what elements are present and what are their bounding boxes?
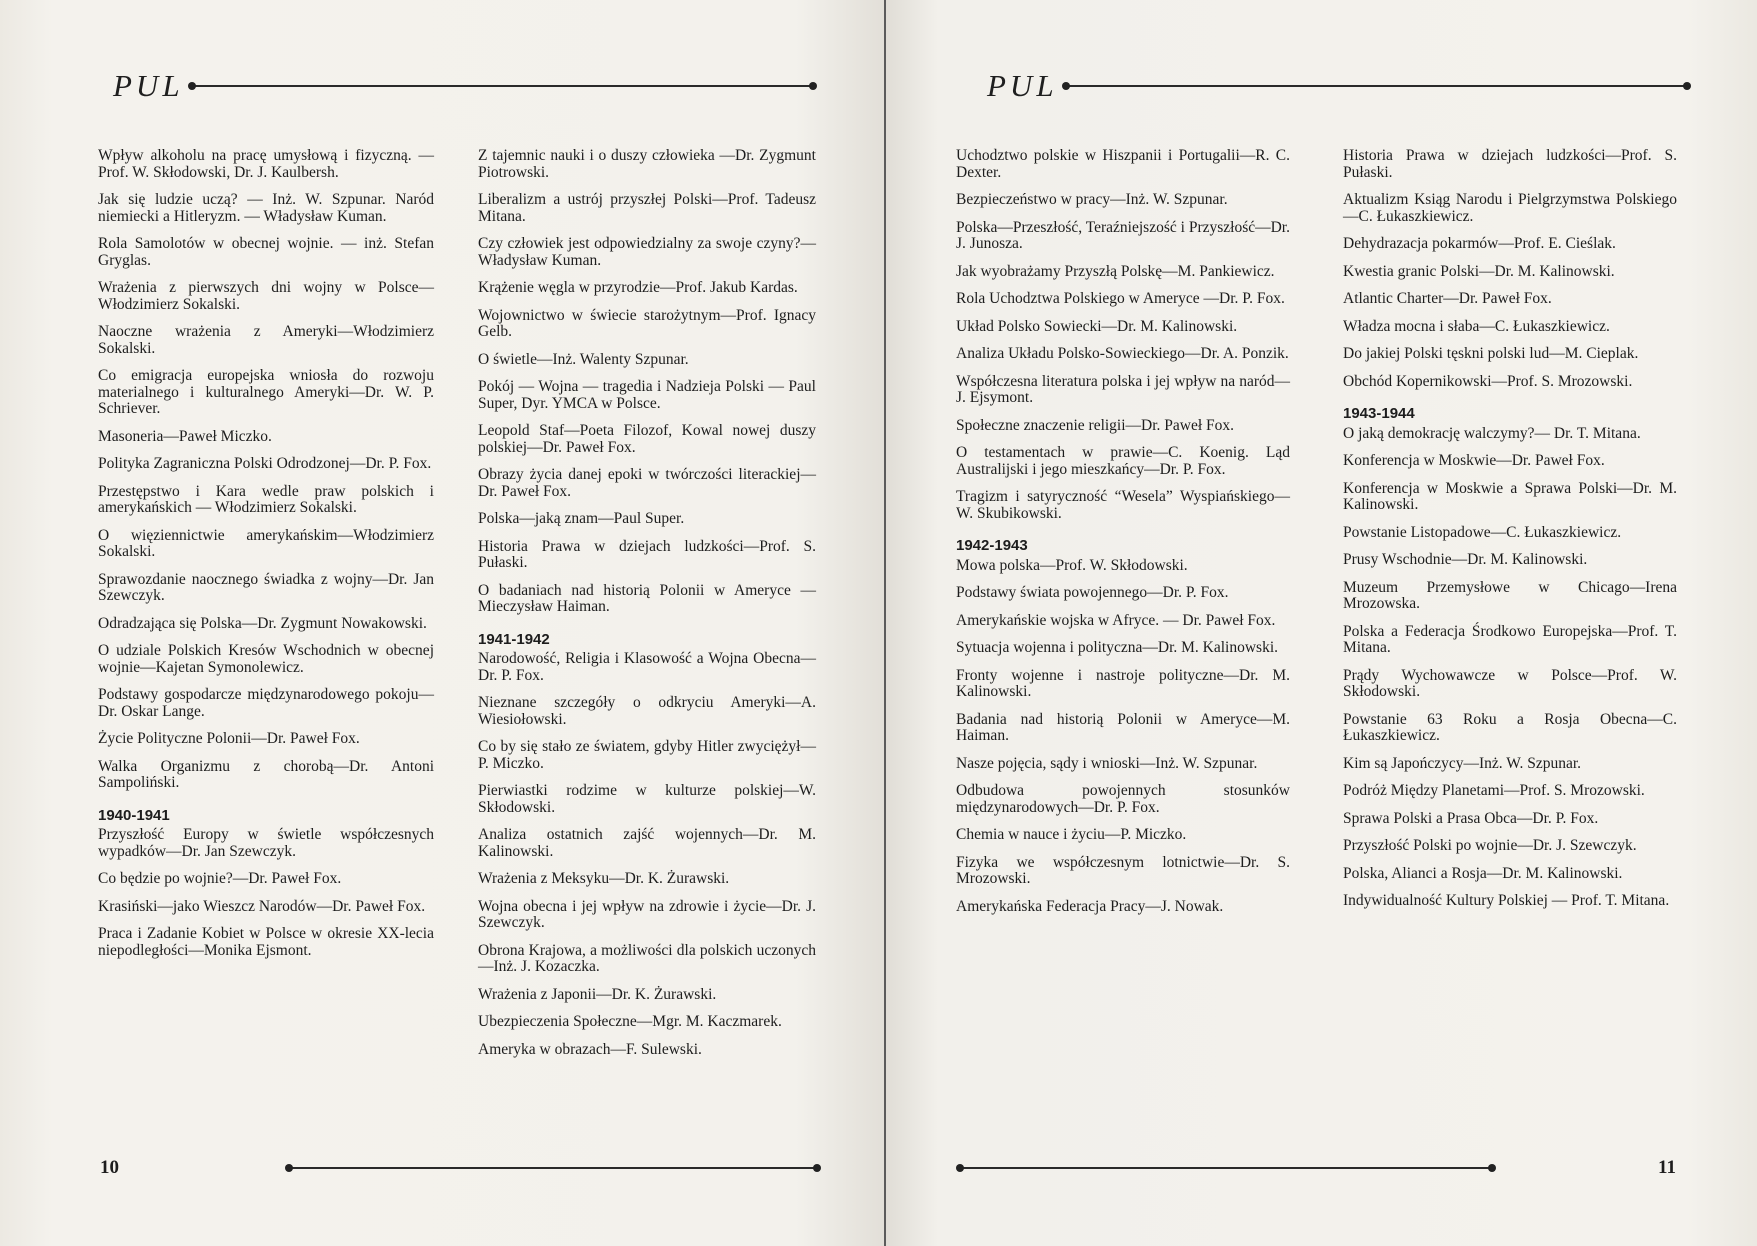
lecture-entry: Polska, Alianci a Rosja—Dr. M. Kalinowski. xyxy=(1343,864,1623,882)
lecture-entry: Prusy Wschodnie—Dr. M. Kalinowski. xyxy=(1343,551,1588,568)
year-heading: 1943-1944 xyxy=(1343,405,1415,422)
lecture-entry: Nasze pojęcia, sądy i wnioski—Inż. W. Szpunar. xyxy=(956,754,1258,772)
lecture-entry: Do jakiej Polski tęskni polski lud—M. Cieplak. xyxy=(1343,345,1639,362)
lecture-entry: Narodowość, Religia i Klasowość a Wojna Obecna—Dr. P. Fox. xyxy=(478,650,816,684)
lecture-entry: Życie Polityczne Polonii—Dr. Paweł Fox. xyxy=(98,730,360,747)
right-col-2 xyxy=(1343,148,1677,921)
lecture-entry: Konferencja w Moskwie—Dr. Paweł Fox. xyxy=(1343,452,1605,469)
lecture-entry: Sytuacja wojenna i polityczna—Dr. M. Kalinowski. xyxy=(956,639,1278,656)
lecture-entry: Ubezpieczenia Społeczne—Mgr. M. Kaczmarek. xyxy=(478,1013,782,1030)
lecture-entry: Historia Prawa w dziejach ludzkości—Prof. S. Pułaski. xyxy=(1343,147,1677,181)
lecture-entry: Tragizm i satyryczność “Wesela” Wyspiańskiego—W. Skubikowski. xyxy=(956,488,1290,522)
header-rule xyxy=(1066,85,1687,87)
header-rule xyxy=(192,85,813,87)
lecture-entry: Przyszłość Polski po wojnie—Dr. J. Szewczyk. xyxy=(1343,837,1637,854)
lecture-entry: Krasiński—jako Wieszcz Narodów—Dr. Paweł Fox. xyxy=(98,897,426,915)
right-col-1 xyxy=(956,148,1290,926)
lecture-entry: Jak wyobrażamy Przyszłą Polskę—M. Pankiewicz. xyxy=(956,262,1275,280)
year-heading: 1940-1941 xyxy=(98,806,170,824)
page-number: 11 xyxy=(1658,1157,1676,1178)
lecture-entry: Ameryka w obrazach—F. Sulewski. xyxy=(478,1040,702,1058)
lecture-entry: Wpływ alkoholu na pracę umysłową i fizyczną. — Prof. W. Skłodowski, Dr. J. Kaulbersh. xyxy=(98,147,434,181)
lecture-entry: Władza mocna i słaba—C. Łukaszkiewicz. xyxy=(1343,317,1610,335)
lecture-entry: Polityka Zagraniczna Polski Odrodzonej—Dr. P. Fox. xyxy=(98,455,432,472)
lecture-entry: Pierwiastki rodzime w kulturze polskiej—W. Skłodowski. xyxy=(478,782,816,816)
lecture-entry: O udziale Polskich Kresów Wschodnich w obecnej wojnie—Kajetan Symonolewicz. xyxy=(98,642,434,676)
left-header xyxy=(113,66,813,106)
lecture-entry: Co emigracja europejska wniosła do rozwoju materialnego i kulturalnego Ameryki—Dr. W. P. Schriever. xyxy=(98,367,434,417)
lecture-entry: Indywidualność Kultury Polskiej — Prof. T. Mitana. xyxy=(1343,892,1670,909)
lecture-entry: O świetle—Inż. Walenty Szpunar. xyxy=(478,350,689,368)
lecture-entry: Muzeum Przemysłowe w Chicago—Irena Mrozowska. xyxy=(1343,578,1677,612)
lecture-entry: Przestępstwo i Kara wedle praw polskich i amerykańskich — Włodzimierz Sokalski. xyxy=(98,482,434,516)
lecture-entry: Rola Samolotów w obecnej wojnie. — inż. Stefan Gryglas. xyxy=(98,235,434,269)
footer-rule xyxy=(289,1167,817,1169)
lecture-entry: Podróż Między Planetami—Prof. S. Mrozowski. xyxy=(1343,782,1645,799)
lecture-entry: Wojna obecna i jej wpływ na zdrowie i życie—Dr. J. Szewczyk. xyxy=(478,897,816,931)
lecture-entry: Jak się ludzie uczą? — Inż. W. Szpunar. Naród niemiecki a Hitleryzm. — Władysław Kuman. xyxy=(98,191,434,225)
lecture-entry: Kwestia granic Polski—Dr. M. Kalinowski. xyxy=(1343,262,1615,280)
lecture-entry: Co będzie po wojnie?—Dr. Paweł Fox. xyxy=(98,870,342,887)
right-header xyxy=(987,66,1687,106)
lecture-entry: Wrażenia z pierwszych dni wojny w Polsce—Włodzimierz Sokalski. xyxy=(98,279,434,313)
lecture-entry: Powstanie Listopadowe—C. Łukaszkiewicz. xyxy=(1343,523,1622,541)
lecture-entry: Analiza Układu Polsko-Sowieckiego—Dr. A. Ponzik. xyxy=(956,345,1289,362)
right-footer xyxy=(956,1156,1676,1180)
lecture-entry: Wrażenia z Japonii—Dr. K. Żurawski. xyxy=(478,985,717,1003)
lecture-entry: Co by się stało ze światem, gdyby Hitler zwyciężył—P. Miczko. xyxy=(478,738,816,772)
lecture-entry: Uchodztwo polskie w Hiszpanii i Portugalii—R. C. Dexter. xyxy=(956,147,1290,181)
year-heading: 1942-1943 xyxy=(956,537,1028,554)
lecture-entry: Społeczne znaczenie religii—Dr. Paweł Fox. xyxy=(956,416,1235,434)
lecture-entry: Przyszłość Europy w świetle współczesnych wypadków—Dr. Jan Szewczyk. xyxy=(98,826,434,860)
lecture-entry: Fizyka we współczesnym lotnictwie—Dr. S. Mrozowski. xyxy=(956,853,1290,887)
footer-rule xyxy=(960,1167,1492,1169)
lecture-entry: Masoneria—Paweł Miczko. xyxy=(98,427,272,445)
lecture-entry: Wojownictwo w świecie starożytnym—Prof. Ignacy Gelb. xyxy=(478,306,816,340)
lecture-entry: Mowa polska—Prof. W. Skłodowski. xyxy=(956,556,1188,574)
year-heading: 1941-1942 xyxy=(478,630,550,648)
left-footer xyxy=(100,1156,820,1180)
lecture-entry: Czy człowiek jest odpowiedzialny za swoje czyny?—Władysław Kuman. xyxy=(478,235,816,269)
lecture-entry: Odradzająca się Polska—Dr. Zygmunt Nowakowski. xyxy=(98,614,427,632)
lecture-entry: Aktualizm Ksiąg Narodu i Pielgrzymstwa Polskiego—C. Łukaszkiewicz. xyxy=(1343,191,1677,225)
lecture-entry: Praca i Zadanie Kobiet w Polsce w okresie XX-lecia niepodległości—Monika Ejsmont. xyxy=(98,925,434,959)
lecture-entry: Z tajemnic nauki i o duszy człowieka —Dr. Zygmunt Piotrowski. xyxy=(478,147,816,181)
lecture-entry: Obchód Kopernikowski—Prof. S. Mrozowski. xyxy=(1343,372,1633,390)
pul-logo: PUL xyxy=(987,68,1058,103)
lecture-entry: Kim są Japończycy—Inż. W. Szpunar. xyxy=(1343,754,1582,772)
lecture-entry: Odbudowa powojennych stosunków międzynarodowych—Dr. P. Fox. xyxy=(956,782,1290,816)
lecture-entry: Wrażenia z Meksyku—Dr. K. Żurawski. xyxy=(478,870,730,887)
lecture-entry: Polska a Federacja Środkowo Europejska—Prof. T. Mitana. xyxy=(1343,622,1677,656)
lecture-entry: Analiza ostatnich zajść wojennych—Dr. M. Kalinowski. xyxy=(478,826,816,860)
lecture-entry: Sprawozdanie naocznego świadka z wojny—Dr. Jan Szewczyk. xyxy=(98,570,434,604)
lecture-entry: Prądy Wychowawcze w Polsce—Prof. W. Skłodowski. xyxy=(1343,666,1677,700)
lecture-entry: Układ Polsko Sowiecki—Dr. M. Kalinowski. xyxy=(956,317,1238,335)
lecture-entry: O jaką demokrację walczymy?— Dr. T. Mitana. xyxy=(1343,424,1641,442)
lecture-entry: Podstawy świata powojennego—Dr. P. Fox. xyxy=(956,584,1229,601)
lecture-entry: Walka Organizmu z chorobą—Dr. Antoni Sampoliński. xyxy=(98,757,434,791)
lecture-entry: Liberalizm a ustrój przyszłej Polski—Prof. Tadeusz Mitana. xyxy=(478,191,816,225)
lecture-entry: Naoczne wrażenia z Ameryki—Włodzimierz Sokalski. xyxy=(98,323,434,357)
right-page xyxy=(886,0,1757,1246)
lecture-entry: Podstawy gospodarcze międzynarodowego pokoju—Dr. Oskar Lange. xyxy=(98,686,434,720)
lecture-entry: O więziennictwie amerykańskim—Włodzimierz Sokalski. xyxy=(98,526,434,560)
lecture-entry: O testamentach w prawie—C. Koenig. Ląd Australijski i jego mieszkańcy—Dr. P. Fox. xyxy=(956,444,1290,478)
lecture-entry: Amerykańska Federacja Pracy—J. Nowak. xyxy=(956,897,1224,915)
lecture-entry: Bezpieczeństwo w pracy—Inż. W. Szpunar. xyxy=(956,191,1228,208)
left-col-1 xyxy=(98,148,434,970)
lecture-entry: Krążenie węgla w przyrodzie—Prof. Jakub Kardas. xyxy=(478,279,798,296)
lecture-entry: Obrona Krajowa, a możliwości dla polskich uczonych—Inż. J. Kozaczka. xyxy=(478,941,816,975)
lecture-entry: Chemia w nauce i życiu—P. Miczko. xyxy=(956,826,1187,843)
lecture-entry: Atlantic Charter—Dr. Paweł Fox. xyxy=(1343,290,1552,307)
lecture-entry: Historia Prawa w dziejach ludzkości—Prof. S. Pułaski. xyxy=(478,537,816,571)
lecture-entry: Sprawa Polski a Prasa Obca—Dr. P. Fox. xyxy=(1343,809,1599,827)
page-number: 10 xyxy=(100,1157,119,1178)
lecture-entry: Współczesna literatura polska i jej wpływ na naród—J. Ejsymont. xyxy=(956,372,1290,406)
lecture-entry: Polska—Przeszłość, Teraźniejszość i Przyszłość—Dr. J. Junosza. xyxy=(956,218,1290,252)
lecture-entry: Powstanie 63 Roku a Rosja Obecna—C. Łukaszkiewicz. xyxy=(1343,710,1677,744)
lecture-entry: Leopold Staf—Poeta Filozof, Kowal nowej duszy polskiej—Dr. Paweł Fox. xyxy=(478,422,816,456)
lecture-entry: Pokój — Wojna — tragedia i Nadzieja Polski — Paul Super, Dyr. YMCA w Polsce. xyxy=(478,378,816,412)
lecture-entry: O badaniach nad historią Polonii w Ameryce — Mieczysław Haiman. xyxy=(478,581,816,615)
lecture-entry: Amerykańskie wojska w Afryce. — Dr. Paweł Fox. xyxy=(956,611,1276,629)
lecture-entry: Polska—jaką znam—Paul Super. xyxy=(478,510,685,527)
lecture-entry: Rola Uchodztwa Polskiego w Ameryce —Dr. P. Fox. xyxy=(956,290,1285,307)
lecture-entry: Dehydrazacja pokarmów—Prof. E. Cieślak. xyxy=(1343,235,1616,252)
lecture-entry: Nieznane szczegóły o odkryciu Ameryki—A. Wiesiołowski. xyxy=(478,694,816,728)
lecture-entry: Badania nad historią Polonii w Ameryce—M. Haiman. xyxy=(956,710,1290,744)
lecture-entry: Fronty wojenne i nastroje polityczne—Dr. M. Kalinowski. xyxy=(956,666,1290,700)
pul-logo: PUL xyxy=(113,68,184,103)
lecture-entry: Obrazy życia danej epoki w twórczości literackiej—Dr. Paweł Fox. xyxy=(478,466,816,500)
lecture-entry: Konferencja w Moskwie a Sprawa Polski—Dr. M. Kalinowski. xyxy=(1343,479,1677,513)
left-col-2 xyxy=(478,148,816,1069)
